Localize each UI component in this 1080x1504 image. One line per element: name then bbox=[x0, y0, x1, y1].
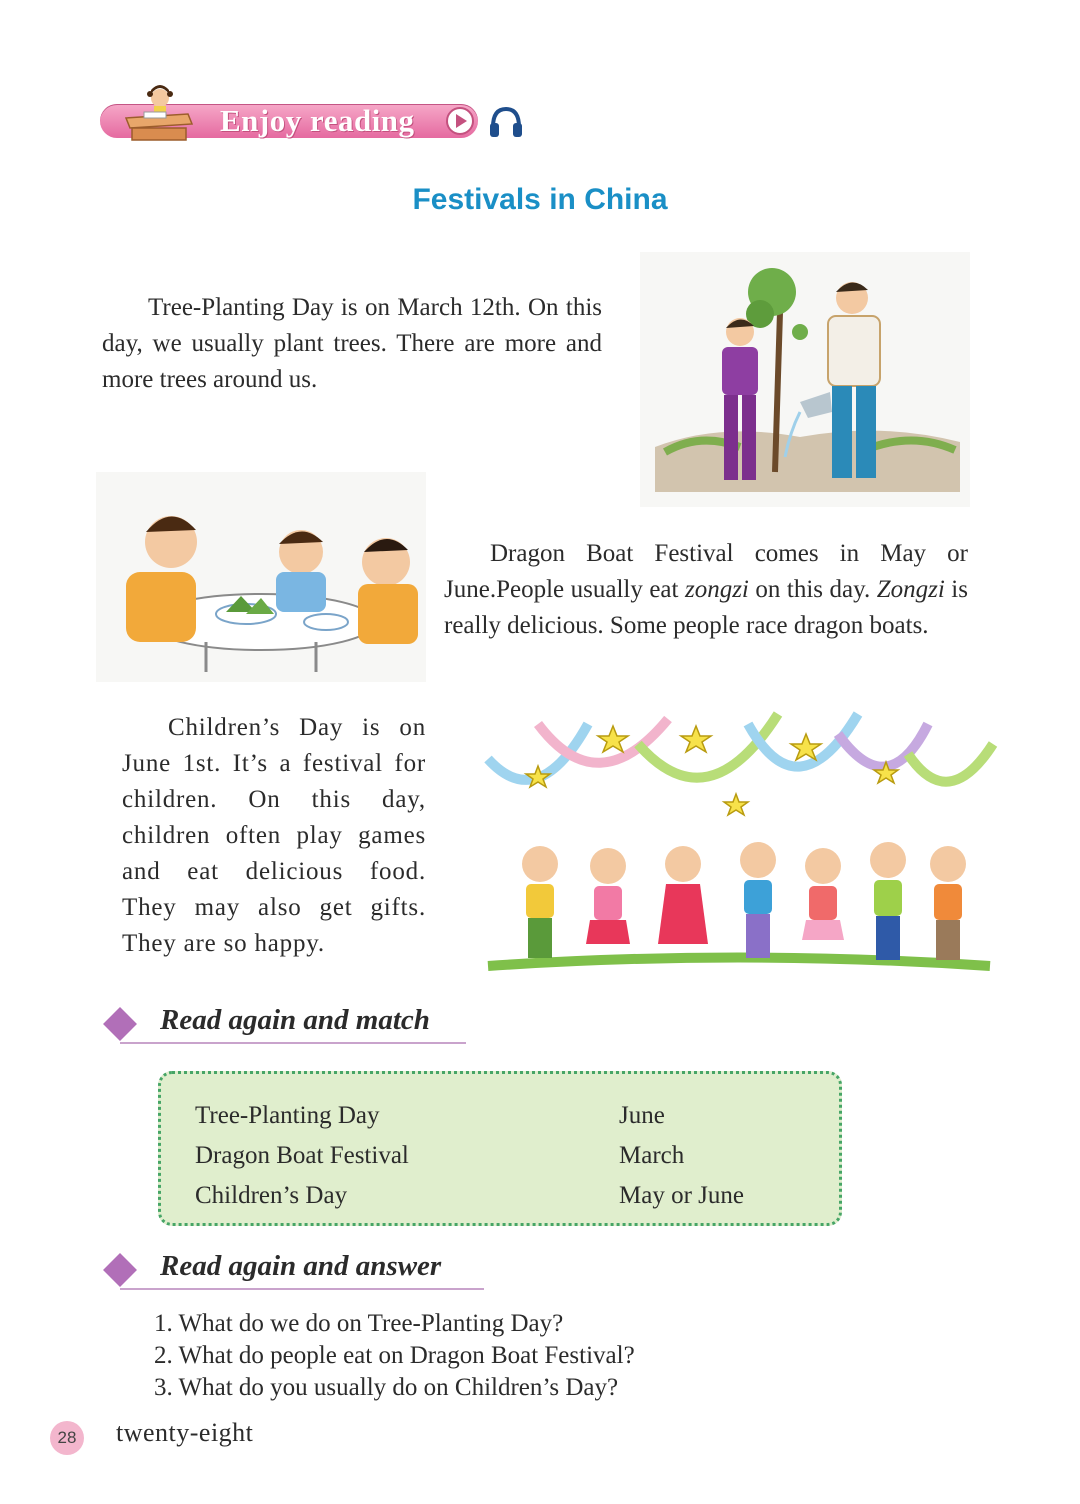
diamond-bullet-icon bbox=[103, 1007, 137, 1041]
tree-planting-paragraph bbox=[102, 290, 602, 398]
dragon-boat-text-3: is really delicious. Some people race dragon boats. bbox=[444, 576, 968, 639]
dragon-boat-text-1: Dragon Boat Festival comes in May or June.People usually eat bbox=[444, 540, 968, 603]
banner-title: Enjoy reading bbox=[220, 103, 415, 138]
question-list bbox=[154, 1308, 635, 1404]
match-left-column bbox=[195, 1096, 409, 1216]
zongzi-word: zongzi bbox=[684, 576, 749, 603]
play-icon[interactable] bbox=[445, 106, 475, 136]
girl-at-desk-icon bbox=[118, 80, 196, 144]
man-and-boy-planting-tree-illustration bbox=[640, 252, 970, 507]
match-right-item[interactable]: June bbox=[619, 1102, 665, 1129]
page-number-word: twenty-eight bbox=[116, 1418, 254, 1447]
question-item: 2. What do people eat on Dragon Boat Festival? bbox=[154, 1342, 635, 1369]
enjoy-reading-banner bbox=[100, 100, 480, 142]
match-right-column bbox=[619, 1096, 744, 1216]
dragon-boat-paragraph bbox=[444, 536, 968, 644]
match-left-item[interactable]: Dragon Boat Festival bbox=[195, 1142, 409, 1169]
match-section-heading bbox=[108, 1004, 468, 1044]
zongzi-word-capital: Zongzi bbox=[876, 576, 945, 603]
childrens-day-text: Children’s Day is on June 1st. It’s a festival for children. On this day, children often play games and eat delicious food. They may also get gifts. They are so happy. bbox=[122, 714, 426, 957]
dragon-boat-text-2: on this day. bbox=[748, 576, 877, 603]
childrens-day-paragraph bbox=[122, 710, 426, 962]
page-title: Festivals in China bbox=[412, 183, 668, 216]
heading-underline bbox=[120, 1288, 484, 1290]
tree-planting-text: Tree-Planting Day is on March 12th. On this day, we usually plant trees. There are more and more trees around us. bbox=[102, 294, 602, 393]
match-heading-label: Read again and match bbox=[160, 1004, 430, 1036]
family-eating-zongzi-illustration bbox=[96, 472, 426, 682]
headphones-icon[interactable] bbox=[488, 105, 524, 139]
question-item: 1. What do we do on Tree-Planting Day? bbox=[154, 1310, 564, 1337]
match-right-item[interactable]: March bbox=[619, 1142, 685, 1169]
match-left-item[interactable]: Tree-Planting Day bbox=[195, 1102, 380, 1129]
answer-heading-label: Read again and answer bbox=[160, 1250, 442, 1282]
question-item: 3. What do you usually do on Children’s Day? bbox=[154, 1374, 619, 1401]
children-holding-hands-illustration bbox=[478, 704, 1000, 976]
heading-underline bbox=[120, 1042, 466, 1044]
match-left-item[interactable]: Children’s Day bbox=[195, 1182, 348, 1209]
match-box bbox=[158, 1071, 842, 1226]
match-right-item[interactable]: May or June bbox=[619, 1182, 744, 1209]
diamond-bullet-icon bbox=[103, 1253, 137, 1287]
answer-section-heading bbox=[108, 1250, 488, 1290]
page-number-badge: 28 bbox=[50, 1421, 84, 1455]
